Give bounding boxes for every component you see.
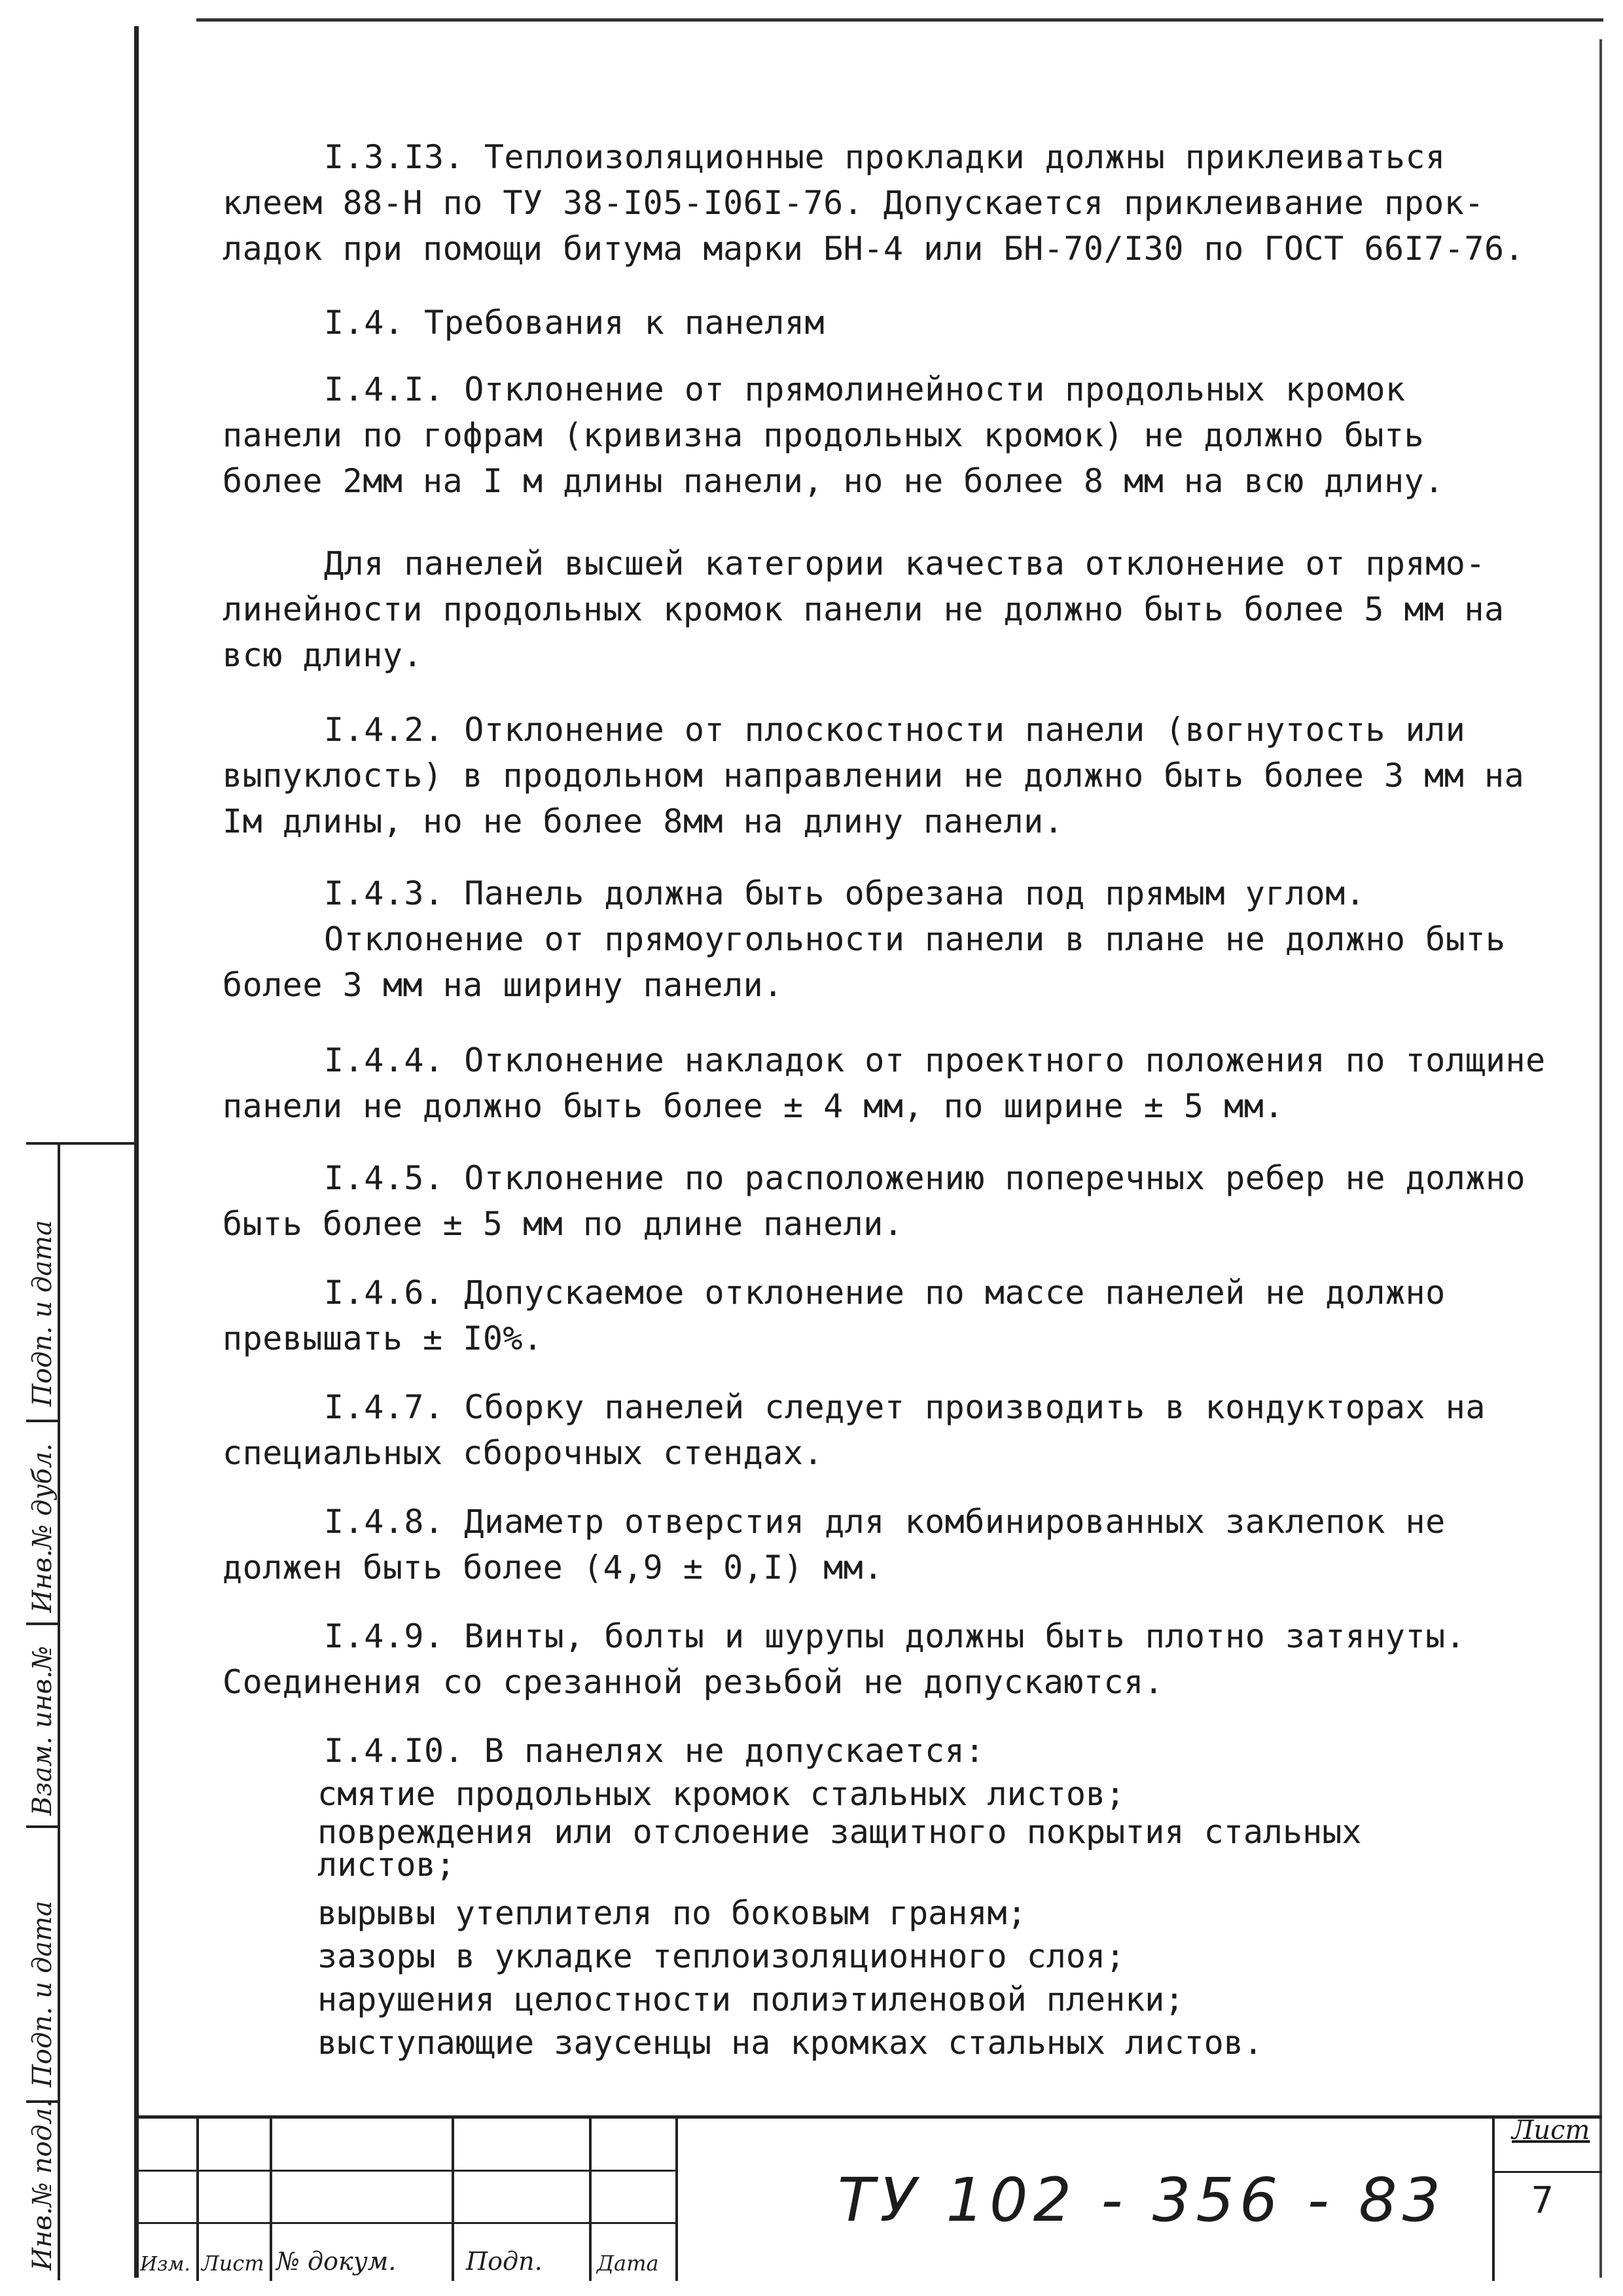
list-item: повреждения или отслоение защитного покрытия стальных листов; (317, 1813, 1362, 1884)
section-heading-1-4 (223, 300, 1571, 346)
text-line: панели по гофрам (кривизна продольных кромок) не должно быть (223, 416, 1425, 454)
text-line: специальных сборочных стендах. (223, 1434, 824, 1472)
text-line: превышать ± I0%. (223, 1319, 543, 1357)
text-line: ладок при помощи битума марки БН-4 или БН-70/I30 по ГОСТ 66I7-76. (223, 230, 1525, 268)
title-block-row-line (139, 2170, 675, 2172)
text-line: I.4.2. Отклонение от плоскостности панели (вогнутость или (324, 711, 1466, 749)
text-line: I.4.I0. В панелях не допускается: (324, 1732, 985, 1770)
paragraph-1-4-1-premium (223, 541, 1571, 678)
title-block-col-line (1492, 2119, 1495, 2281)
text-line: I.4.6. Допускаемое отклонение по массе панелей не должно (324, 1274, 1446, 1312)
paragraph-1-4-5 (223, 1155, 1571, 1247)
title-block-col-line (270, 2119, 272, 2281)
text-line: должен быть более (4,9 ± 0,I) мм. (223, 1549, 883, 1587)
title-block-row-line (139, 2222, 675, 2224)
title-block-col-line (675, 2119, 678, 2281)
text-line: I.4. Требования к панелям (324, 304, 825, 342)
paragraph-1-4-2 (223, 707, 1571, 844)
text-line: I.3.I3. Теплоизоляционные прокладки должны приклеиваться (324, 138, 1446, 176)
text-line: I.4.9. Винты, болты и шурупы должны быть плотно затянуты. (324, 1617, 1466, 1655)
text-line: более 2мм на I м длины панели, но не более 8 мм на всю длину. (223, 462, 1444, 500)
text-line: быть более ± 5 мм по длине панели. (223, 1205, 904, 1243)
paragraph-1-4-9 (223, 1613, 1571, 1705)
header-signature: Подп. (466, 2247, 543, 2276)
text-line: Отклонение от прямоугольности панели в плане не должно быть (324, 920, 1506, 958)
paragraph-1-4-8 (223, 1499, 1571, 1590)
frame-right-border (1599, 39, 1602, 2278)
header-change: Изм. (140, 2253, 190, 2276)
text-line: линейности продольных кромок панели не должно быть более 5 мм на (223, 590, 1505, 628)
frame-top-border (196, 18, 1603, 22)
list-item: зазоры в укладке теплоизоляционного слоя; (317, 1937, 1126, 1975)
text-line: Соединения со срезанной резьбой не допускаются. (223, 1663, 1164, 1701)
defects-list (317, 1772, 1561, 2064)
paragraph-1-3-13 (223, 134, 1571, 272)
paragraph-1-4-10 (223, 1728, 1571, 1774)
stamp-label-sign-date: Подп. и дата (27, 1220, 58, 1407)
sheet-label: Лист (1512, 2115, 1590, 2145)
text-line: I.4.5. Отклонение по расположению поперечных ребер не должно (324, 1159, 1526, 1197)
list-item: нарушения целостности полиэтиленовой пленки; (317, 1981, 1185, 2018)
paragraph-1-4-1 (223, 367, 1571, 504)
list-item: смятие продольных кромок стальных листов; (317, 1775, 1126, 1813)
text-line: панели не должно быть более ± 4 мм, по ширине ± 5 мм. (223, 1087, 1284, 1125)
title-block-col-line (452, 2119, 454, 2281)
text-line: I.4.7. Сборку панелей следует производить в кондукторах на (324, 1388, 1486, 1426)
text-line: более 3 мм на ширину панели. (223, 966, 783, 1004)
margin-stamp (26, 1142, 134, 2280)
document-code: ТУ 102 - 356 - 83 (838, 2165, 1446, 2235)
stamp-divider (58, 1145, 60, 2280)
text-line: I.4.3. Панель должна быть обрезана под прямым углом. (324, 874, 1366, 912)
title-block-col-line (589, 2119, 592, 2281)
list-item: вырывы утеплителя по боковым граням; (317, 1894, 1027, 1932)
sheet-cell-line (1492, 2171, 1602, 2173)
text-line: I.4.I. Отклонение от прямолинейности продольных кромок (324, 370, 1406, 408)
text-line: всю длину. (223, 636, 423, 674)
text-line: Для панелей высшей категории качества отклонение от прямо- (324, 545, 1486, 583)
frame-left-border (134, 26, 139, 2278)
header-doc-number: № докум. (276, 2247, 397, 2276)
paragraph-1-4-7 (223, 1384, 1571, 1476)
paragraph-1-4-6 (223, 1270, 1571, 1361)
header-sheet: Лист (202, 2251, 264, 2276)
text-line: I.4.4. Отклонение накладок от проектного положения по толщине (324, 1041, 1546, 1079)
paragraph-1-4-4 (223, 1037, 1571, 1129)
stamp-label-dup-inv: Инв.№ дубл. (27, 1443, 58, 1613)
text-line: клеем 88-Н по ТУ 38-I05-I06I-76. Допускается приклеивание прок- (223, 184, 1484, 222)
stamp-label-orig-inv: Инв.№ подл. (27, 2099, 58, 2270)
text-line: Iм длины, но не более 8мм на длину панели. (223, 802, 1064, 840)
sheet-number: 7 (1531, 2179, 1554, 2222)
stamp-label-sign-date-2: Подп. и дата (27, 1901, 58, 2087)
stamp-label-replace-inv: Взам. инв.№ (27, 1645, 58, 1816)
header-date: Дата (597, 2251, 659, 2276)
text-line: выпуклость) в продольном направлении не должно быть более 3 мм на (223, 757, 1525, 795)
list-item: выступающие заусенцы на кромках стальных листов. (317, 2024, 1263, 2062)
title-block-col-line (196, 2119, 199, 2281)
paragraph-1-4-3 (223, 870, 1571, 1008)
text-line: I.4.8. Диаметр отверстия для комбинированных заклепок не (324, 1503, 1446, 1541)
